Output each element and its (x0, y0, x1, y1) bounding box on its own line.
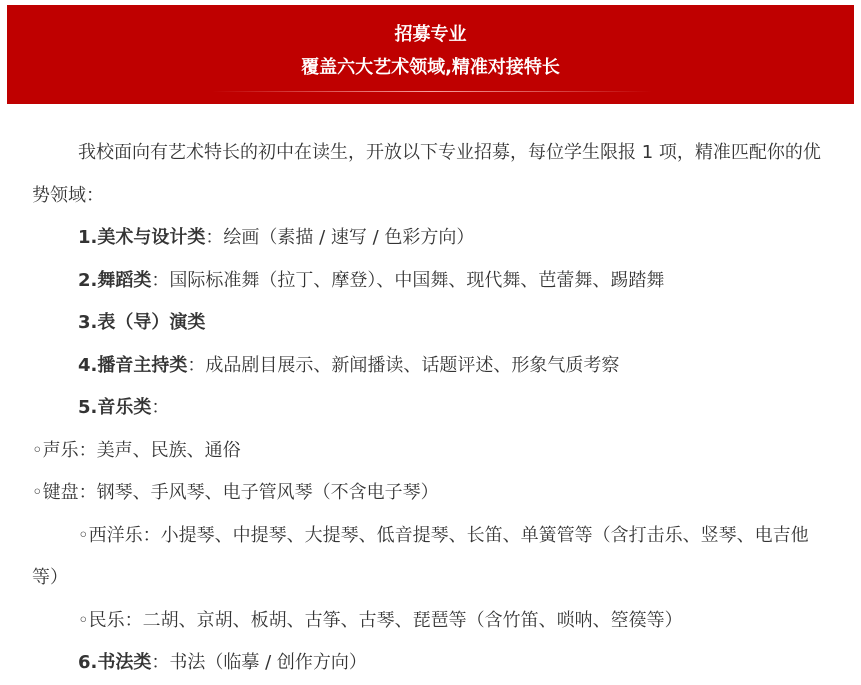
major-label: 6.书法类 (78, 652, 152, 673)
major-label: 4.播音主持类 (78, 354, 188, 376)
music-sub-name: ◦西洋乐 (78, 524, 143, 546)
header-banner (7, 5, 854, 104)
major-text: ：绘画（素描 / 速写 / 色彩方向） (205, 227, 475, 248)
music-sub-vocal (32, 430, 832, 473)
music-sub-western (32, 515, 832, 600)
major-item-dance (32, 260, 832, 303)
major-item-acting (32, 302, 832, 345)
major-label: 3.表（导）演类 (78, 312, 206, 333)
major-text: ：书法（临摹 / 创作方向） (151, 652, 367, 673)
major-item-calligraphy (32, 642, 832, 685)
major-text: ： (151, 397, 170, 418)
banner-title: 招募专业 (394, 24, 467, 45)
music-sub-name: ◦键盘 (32, 482, 79, 503)
music-sub-keyboard (32, 472, 832, 515)
major-text: ：国际标准舞（拉丁、摩登）、中国舞、现代舞、芭蕾舞、踢踏舞 (151, 269, 665, 291)
music-sub-text: ：小提琴、中提琴、大提琴、低音提琴、长笛、单簧管等（含打击乐、竖琴、电吉他等） (32, 524, 809, 588)
major-item-music (32, 387, 832, 430)
music-sub-text: ：美声、民族、通俗 (78, 439, 241, 461)
major-label: 1.美术与设计类 (78, 227, 206, 248)
major-text: ：成品剧目展示、新闻播读、话题评述、形象气质考察 (187, 354, 620, 376)
article-body (32, 132, 832, 685)
music-sub-name: ◦声乐 (32, 439, 79, 461)
music-sub-folk (32, 600, 832, 643)
music-sub-text: ：钢琴、手风琴、电子管风琴（不含电子琴） (78, 482, 439, 503)
banner-divider (212, 91, 652, 92)
major-item-art-design (32, 217, 832, 260)
major-label: 5.音乐类 (78, 397, 152, 418)
banner-subtitle: 覆盖六大艺术领域,精准对接特长 (301, 57, 560, 78)
major-label: 2.舞蹈类 (78, 269, 152, 291)
major-item-broadcasting (32, 345, 832, 388)
music-sub-text: ：二胡、京胡、板胡、古筝、古琴、琵琶等（含竹笛、唢呐、箜篌等） (124, 609, 683, 631)
music-sub-name: ◦民乐 (78, 609, 125, 631)
intro-paragraph: 我校面向有艺术特长的初中在读生，开放以下专业招募，每位学生限报 1 项，精准匹配你的优势领域： (32, 142, 821, 206)
